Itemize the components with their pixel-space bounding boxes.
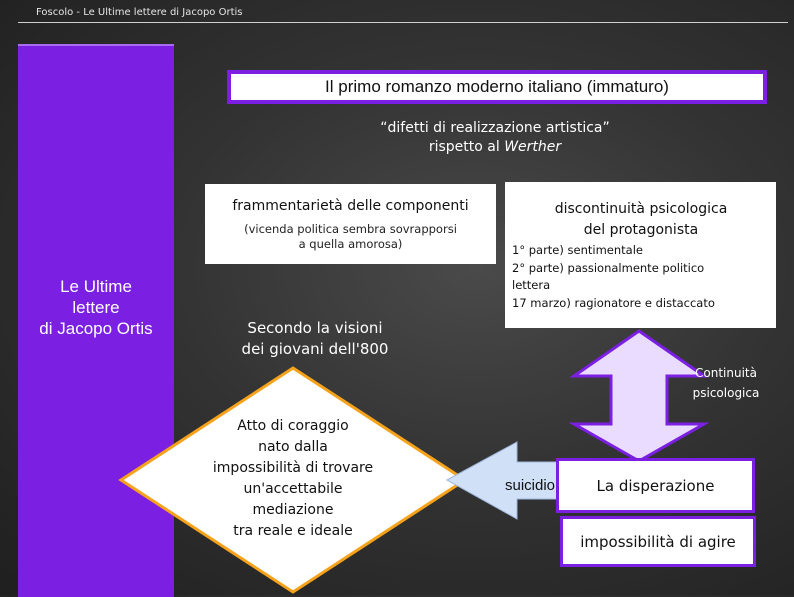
note-line: (vicenda politica sembra sovrapporsi (244, 222, 457, 236)
continuita-line: psicologica (692, 386, 760, 400)
sidebar-title-line: Le Ultime (60, 277, 132, 296)
subtitle-prefix: rispetto al (428, 139, 500, 155)
suicidio-label: suicidio (504, 477, 556, 494)
subtitle-line: “difetti di realizzazione artistica” (380, 120, 610, 136)
continuita-line: Continuità (695, 366, 757, 380)
list-item: 1° parte) sentimentale (512, 243, 643, 257)
disperazione-box (556, 458, 755, 513)
diamond-line: tra reale e ideale (233, 523, 353, 539)
list-item: 17 marzo) ragionatore e distaccato (512, 295, 715, 310)
sidebar-title-line: di Jacopo Ortis (39, 319, 153, 338)
disperazione-label: La disperazione (596, 476, 715, 495)
sidebar-title-line: lettere (72, 298, 120, 317)
discontinuita-title-line: del protagonista (583, 222, 699, 238)
list-item: 2° parte) passionalmente politico (512, 260, 705, 275)
impossibilita-label: impossibilità di agire (580, 532, 736, 551)
diamond-line: un'accettabile (243, 481, 343, 497)
vision-line: Secondo la visioni (247, 319, 383, 337)
diamond-text (196, 416, 390, 542)
vision-line: dei giovani dell'800 (241, 340, 389, 358)
header-title: Foscolo - Le Ultime lettere di Jacopo Ortis (36, 7, 243, 18)
note-line: a quella amorosa) (298, 237, 403, 251)
diamond-line: impossibilità di trovare (212, 460, 374, 476)
diamond-line: nato dalla (258, 439, 328, 455)
list-item: lettera (512, 278, 551, 292)
diamond-line: Atto di coraggio (237, 418, 349, 434)
subtitle-werther: Werther (504, 139, 562, 155)
frammentarieta-title: frammentarietà delle componenti (232, 198, 469, 214)
diamond-line: mediazione (252, 502, 334, 518)
title-box-text: Il primo romanzo moderno italiano (immaturo) (325, 77, 669, 96)
continuita-label (680, 363, 772, 403)
discontinuita-title-line: discontinuità psicologica (554, 201, 728, 217)
impossibilita-box (560, 516, 756, 567)
